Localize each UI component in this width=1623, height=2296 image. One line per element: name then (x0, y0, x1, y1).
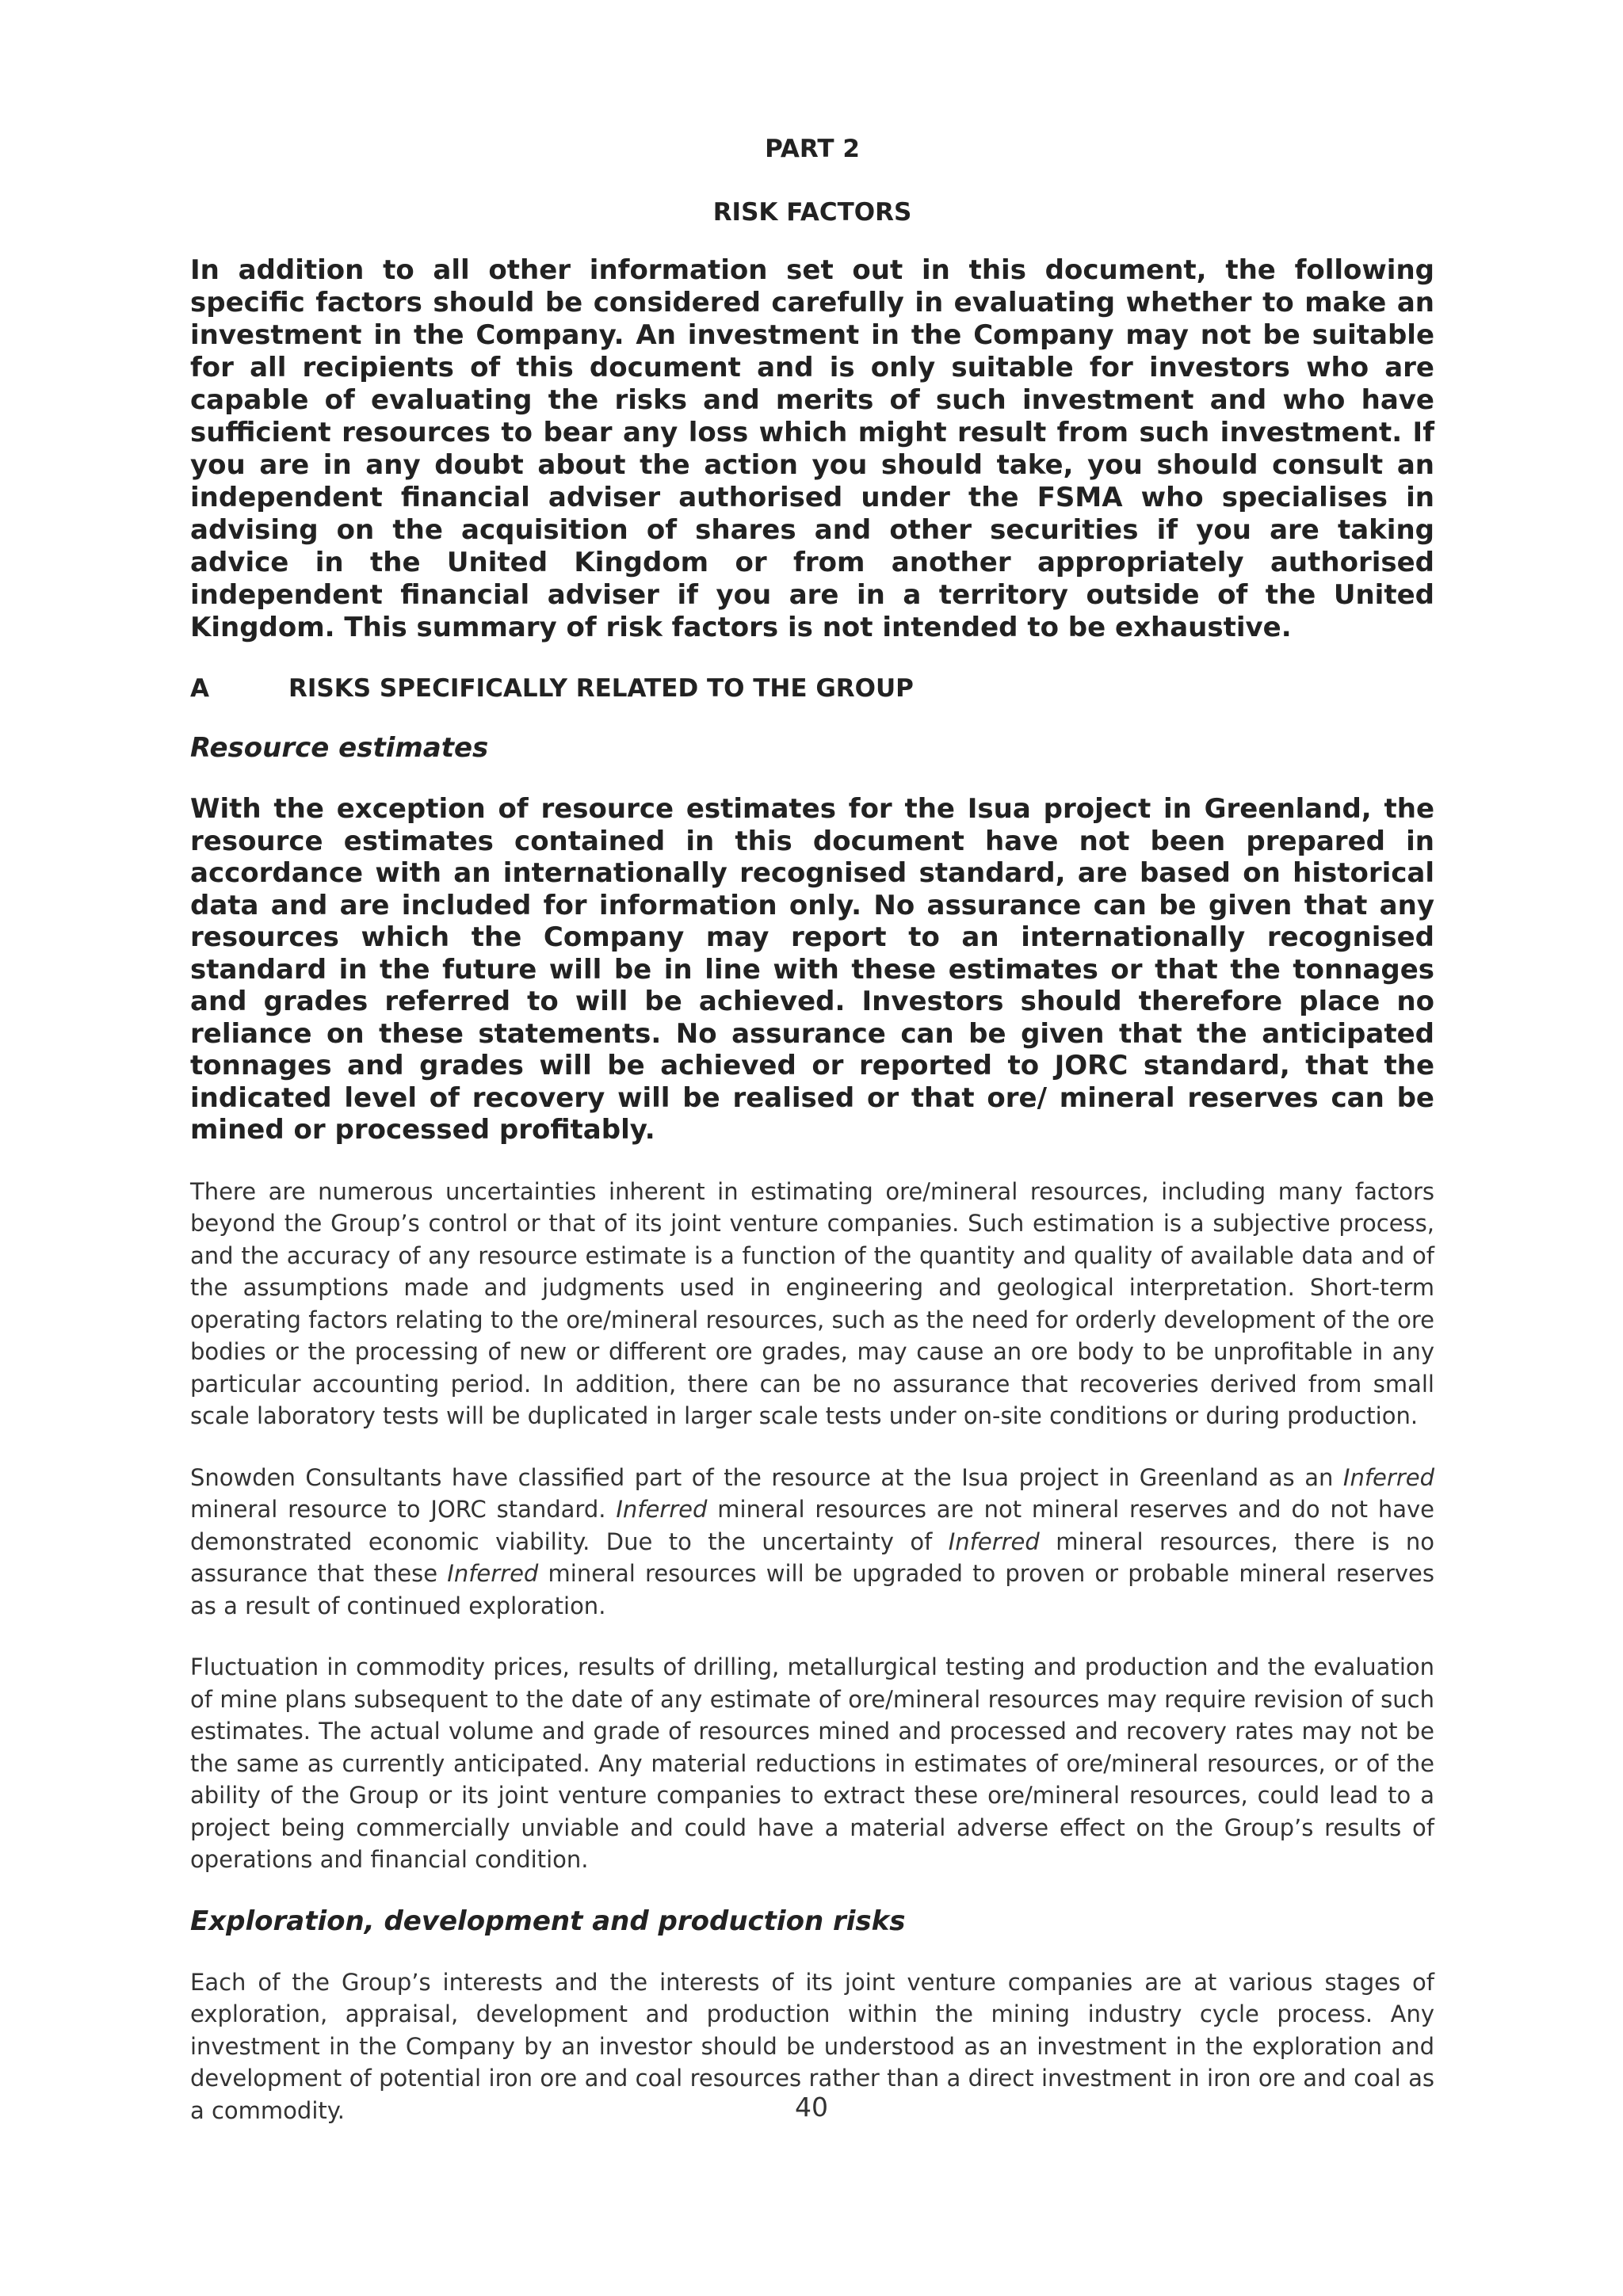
document-page (190, 135, 1434, 2156)
italic-term: Inferred (1342, 1463, 1434, 1491)
section-heading-a (190, 674, 1434, 703)
text-run: Snowden Consultants have classified part of the resource at the Isua project in Greenland as an (190, 1463, 1343, 1491)
part-title: PART 2 (765, 135, 860, 163)
section-title: RISKS SPECIFICALLY RELATED TO THE GROUP (288, 674, 914, 703)
italic-term: Inferred (948, 1527, 1040, 1555)
text-run: mineral resources are not mineral reserves and do not have demonstrated economic viability. Due to the uncertainty of (190, 1496, 1434, 1555)
text-run: mineral resources will be upgraded to proven or probable mineral reserves as a result of continued exploration. (190, 1560, 1434, 1619)
intro-paragraph: In addition to all other information set out in this document, the following specific factors should be considered carefully in evaluating whether to make an investment in the Company. An investment in the Company may not be suitable for all recipients of this document and is only suitable for investors who are capable of evaluating the risks and merits of such investment and who have sufficient resources to bear any loss which might result from such investment. If you are in any doubt about the action you should take, you should consult an independent financial adviser authorised under the FSMA who specialises in advising on the acquisition of shares and other securities if you are taking advice in the United Kingdom or from another appropriately authorised independent financial adviser if you are in a territory outside of the United Kingdom. This summary of risk factors is not intended to be exhaustive. (190, 254, 1434, 643)
resource-estimates-paragraph-3: Fluctuation in commodity prices, results of drilling, metallurgical testing and production and the evaluation of mine plans subsequent to the date of any estimate of ore/mineral resources may require revision of such estimates. The actual volume and grade of resources mined and processed and recovery rates may not be the same as currently anticipated. Any material reductions in estimates of ore/mineral resources, or of the ability of the Group or its joint venture companies to extract these ore/mineral resources, could lead to a project being commercially unviable and could have a material adverse effect on the Group’s results of operations and financial condition. (190, 1653, 1434, 1873)
text-run: mineral resources, there is no assurance that these (190, 1527, 1434, 1587)
resource-estimates-bold-statement: With the exception of resource estimates for the Isua project in Greenland, the resource estimates contained in this document have not been prepared in accordance with an internationally recognised standard, are based on historical data and are included for information only. No assurance can be given that any resources which the Company may report to an internationally recognised standard in the future will be in line with these estimates or that the tonnages and grades referred to will be achieved. Investors should therefore place no reliance on these statements. No assurance can be given that the anticipated tonnages and grades will be achieved or reported to JORC standard, that the indicated level of recovery will be realised or that ore/ mineral reserves can be mined or processed profitably. (190, 793, 1434, 1146)
italic-term: Inferred (447, 1560, 539, 1587)
resource-estimates-paragraph-1: There are numerous uncertainties inherent in estimating ore/mineral resources, including many factors beyond the Group’s control or that of its joint venture companies. Such estimation is a subjective process, and the accuracy of any resource estimate is a function of the quantity and quality of available data and of the assumptions made and judgments used in engineering and geological interpretation. Short-term operating factors relating to the ore/mineral resources, such as the need for orderly development of the ore bodies or the processing of new or different ore grades, may cause an ore body to be unprofitable in any particular accounting period. In addition, there can be no assurance that recoveries derived from small scale laboratory tests will be duplicated in larger scale tests under on-site conditions or during production. (190, 1177, 1434, 1429)
page-title: RISK FACTORS (712, 198, 912, 227)
italic-term: Inferred (616, 1496, 708, 1523)
page-number: 40 (795, 2092, 828, 2122)
section-letter: A (190, 674, 209, 703)
resource-estimates-heading: Resource estimates (190, 732, 489, 764)
text-run: mineral resource to JORC standard. (190, 1496, 617, 1523)
exploration-heading: Exploration, development and production risks (190, 1905, 906, 1937)
resource-estimates-paragraph-2 (190, 1462, 1434, 1623)
exploration-paragraph-1: Each of the Group’s interests and the interests of its joint venture companies are at various stages of exploration, appraisal, development and production within the mining industry cycle process. Any investment in the Company by an investor should be understood as an investment in the exploration and development of potential iron ore and coal resources rather than a direct investment in iron ore and coal as a commodity. (190, 1968, 1434, 2124)
